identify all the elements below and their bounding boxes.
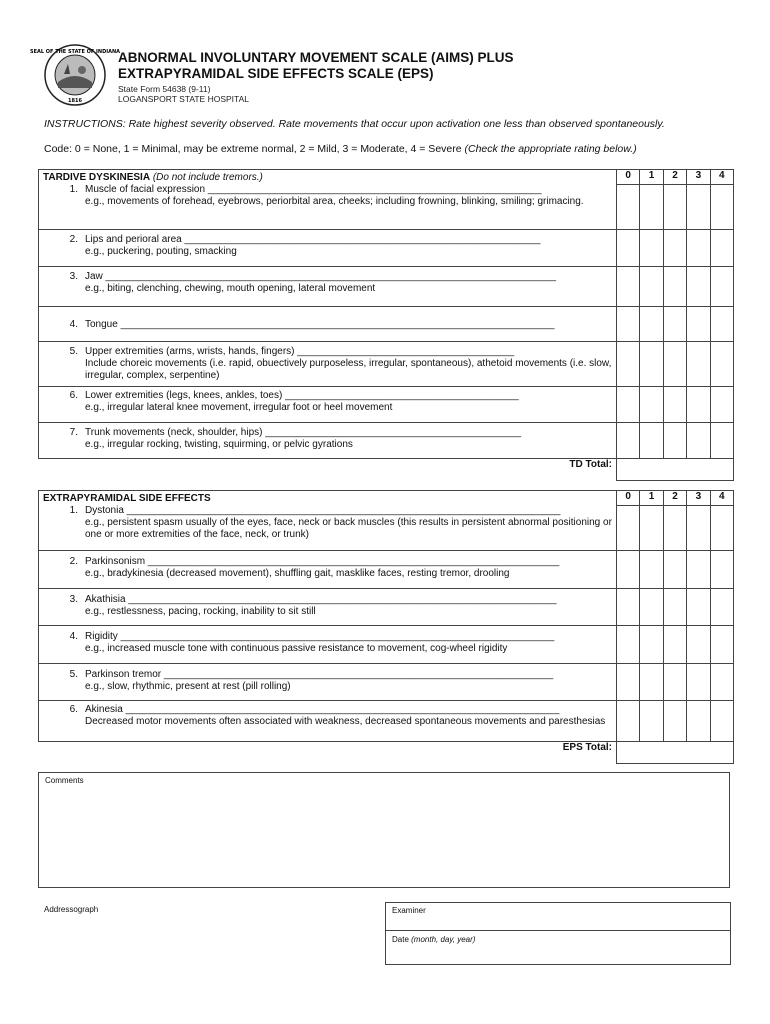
item-label: Parkinsonism __________________________________________________________________________ xyxy=(85,556,560,567)
item-label: Lips and perioral area ________________________________________________________________ xyxy=(85,234,541,245)
item-number: 1. xyxy=(69,184,78,195)
eps-4-rating-3[interactable] xyxy=(687,626,710,664)
eps-6-rating-0[interactable] xyxy=(617,701,640,742)
eps-1-rating-0[interactable] xyxy=(617,506,640,551)
item-detail: e.g., persistent spasm usually of the eyes, face, neck or back muscles (this results in persistent abnormal positioning or one or more extremities of the face, neck, or trunk) xyxy=(85,517,612,540)
eps-rating-header-3: 3 xyxy=(687,491,710,506)
eps-3-rating-3[interactable] xyxy=(687,589,710,626)
td-item-7 xyxy=(39,423,617,459)
eps-6-rating-1[interactable] xyxy=(640,701,663,742)
td-4-rating-3[interactable] xyxy=(687,307,710,342)
eps-2-rating-2[interactable] xyxy=(663,551,686,589)
item-detail: e.g., irregular lateral knee movement, irregular foot or heel movement xyxy=(85,402,393,413)
item-number: 4. xyxy=(69,319,78,330)
td-1-rating-4[interactable] xyxy=(710,185,733,230)
seal-year: 1816 xyxy=(68,98,82,104)
item-number: 6. xyxy=(69,390,78,401)
eps-6-rating-3[interactable] xyxy=(687,701,710,742)
form-title xyxy=(118,50,718,82)
eps-2-rating-0[interactable] xyxy=(617,551,640,589)
td-3-rating-3[interactable] xyxy=(687,267,710,307)
td-5-rating-2[interactable] xyxy=(663,342,686,387)
eps-5-rating-1[interactable] xyxy=(640,664,663,701)
td-2-rating-1[interactable] xyxy=(640,230,663,267)
rating-header-3: 3 xyxy=(687,170,710,185)
td-item-2 xyxy=(39,230,617,267)
item-number: 2. xyxy=(69,556,78,567)
eps-5-rating-4[interactable] xyxy=(710,664,733,701)
item-number: 2. xyxy=(69,234,78,245)
eps-item-1 xyxy=(39,491,617,551)
item-label: Trunk movements (neck, shoulder, hips) ______________________________________________ xyxy=(85,427,522,438)
td-total-label: TD Total: xyxy=(569,459,612,470)
item-number: 4. xyxy=(69,631,78,642)
examiner-field[interactable] xyxy=(386,903,730,931)
td-item-4 xyxy=(39,307,617,342)
tardive-dyskinesia-table xyxy=(38,169,734,481)
td-7-rating-3[interactable] xyxy=(687,423,710,459)
eps-total-field[interactable] xyxy=(617,742,734,764)
td-total-field[interactable] xyxy=(617,459,734,481)
td-2-rating-0[interactable] xyxy=(617,230,640,267)
td-1-rating-1[interactable] xyxy=(640,185,663,230)
td-7-rating-2[interactable] xyxy=(663,423,686,459)
rating-header-1: 1 xyxy=(640,170,663,185)
form-number: State Form 54638 (9-11) xyxy=(118,84,211,94)
item-detail: e.g., slow, rhythmic, present at rest (pill rolling) xyxy=(85,681,291,692)
eps-2-rating-4[interactable] xyxy=(710,551,733,589)
td-4-rating-4[interactable] xyxy=(710,307,733,342)
item-number: 7. xyxy=(69,427,78,438)
td-3-rating-0[interactable] xyxy=(617,267,640,307)
eps-6-rating-2[interactable] xyxy=(663,701,686,742)
examiner-label: Examiner xyxy=(392,906,426,915)
item-number: 3. xyxy=(69,594,78,605)
td-item-1 xyxy=(39,170,617,230)
td-7-rating-4[interactable] xyxy=(710,423,733,459)
eps-6-rating-4[interactable] xyxy=(710,701,733,742)
eps-rating-header-4: 4 xyxy=(710,491,733,506)
td-section-note: (Do not include tremors.) xyxy=(152,172,263,183)
eps-4-rating-1[interactable] xyxy=(640,626,663,664)
item-detail: e.g., movements of forehead, eyebrows, periorbital area, cheeks; including frowning, blinking, smiling; grimacing. xyxy=(85,196,584,207)
td-item-5 xyxy=(39,342,617,387)
rating-code-note: (Check the appropriate rating below.) xyxy=(464,143,637,155)
seal-text: SEAL OF THE STATE OF INDIANA xyxy=(29,49,121,55)
eps-item-4 xyxy=(39,626,617,664)
item-detail: e.g., restlessness, pacing, rocking, inability to sit still xyxy=(85,606,316,617)
td-6-rating-0[interactable] xyxy=(617,387,640,423)
td-6-rating-4[interactable] xyxy=(710,387,733,423)
item-number: 5. xyxy=(69,346,78,357)
eps-3-rating-4[interactable] xyxy=(710,589,733,626)
item-label: Upper extremities (arms, wrists, hands, fingers) _______________________________________ xyxy=(85,346,515,357)
td-section-heading xyxy=(43,172,612,184)
eps-section-title: EXTRAPYRAMIDAL SIDE EFFECTS xyxy=(43,493,211,504)
eps-3-rating-2[interactable] xyxy=(663,589,686,626)
eps-1-rating-4[interactable] xyxy=(710,506,733,551)
comments-label: Comments xyxy=(45,776,84,785)
eps-3-rating-1[interactable] xyxy=(640,589,663,626)
item-detail: Include choreic movements (i.e. rapid, obuectively purposeless, irregular, spontaneous), athetoid movements (i.e. slow, irregular, complex, serpentine) xyxy=(85,358,612,381)
td-5-rating-1[interactable] xyxy=(640,342,663,387)
date-label: Date xyxy=(392,935,409,944)
td-7-rating-1[interactable] xyxy=(640,423,663,459)
td-6-rating-2[interactable] xyxy=(663,387,686,423)
td-section-title: TARDIVE DYSKINESIA xyxy=(43,172,151,183)
item-number: 5. xyxy=(69,669,78,680)
td-1-rating-0[interactable] xyxy=(617,185,640,230)
examiner-date-box xyxy=(385,902,731,965)
eps-4-rating-2[interactable] xyxy=(663,626,686,664)
eps-table xyxy=(38,490,734,764)
instructions: INSTRUCTIONS: Rate highest severity observed. Rate movements that occur upon activation one less than observed spontaneously. xyxy=(44,118,665,130)
td-4-rating-1[interactable] xyxy=(640,307,663,342)
td-5-rating-3[interactable] xyxy=(687,342,710,387)
title-line-2: EXTRAPYRAMIDAL SIDE EFFECTS SCALE (EPS) xyxy=(118,66,434,81)
eps-rating-header-2: 2 xyxy=(663,491,686,506)
td-5-rating-0[interactable] xyxy=(617,342,640,387)
item-label: Muscle of facial expression ____________________________________________________________ xyxy=(85,184,542,195)
rating-code xyxy=(44,143,637,155)
title-line-1: ABNORMAL INVOLUNTARY MOVEMENT SCALE (AIMS) PLUS xyxy=(118,50,514,65)
eps-item-2 xyxy=(39,551,617,589)
eps-total-label: EPS Total: xyxy=(562,742,612,753)
item-number: 6. xyxy=(69,704,78,715)
td-6-rating-1[interactable] xyxy=(640,387,663,423)
state-seal-icon xyxy=(29,44,121,106)
td-3-rating-4[interactable] xyxy=(710,267,733,307)
rating-header-2: 2 xyxy=(663,170,686,185)
eps-1-rating-2[interactable] xyxy=(663,506,686,551)
eps-1-rating-1[interactable] xyxy=(640,506,663,551)
td-2-rating-3[interactable] xyxy=(687,230,710,267)
comments-box[interactable] xyxy=(38,772,730,888)
item-label: Tongue ______________________________________________________________________________ xyxy=(85,319,555,330)
item-label: Lower extremities (legs, knees, ankles, toes) __________________________________________ xyxy=(85,390,519,401)
td-3-rating-1[interactable] xyxy=(640,267,663,307)
item-number: 1. xyxy=(69,505,78,516)
td-2-rating-4[interactable] xyxy=(710,230,733,267)
item-label: Akinesia ______________________________________________________________________________ xyxy=(85,704,560,715)
eps-rating-header-0: 0 xyxy=(617,491,640,506)
td-4-rating-0[interactable] xyxy=(617,307,640,342)
item-detail: e.g., irregular rocking, twisting, squirming, or pelvic gyrations xyxy=(85,439,353,450)
td-1-rating-2[interactable] xyxy=(663,185,686,230)
eps-4-rating-0[interactable] xyxy=(617,626,640,664)
rating-header-0: 0 xyxy=(617,170,640,185)
eps-item-5 xyxy=(39,664,617,701)
item-detail: e.g., bradykinesia (decreased movement), shuffling gait, masklike faces, resting tremor, drooling xyxy=(85,568,510,579)
td-4-rating-2[interactable] xyxy=(663,307,686,342)
td-5-rating-4[interactable] xyxy=(710,342,733,387)
eps-4-rating-4[interactable] xyxy=(710,626,733,664)
item-label: Dystonia ______________________________________________________________________________ xyxy=(85,505,561,516)
item-detail: Decreased motor movements often associated with weakness, decreased spontaneous movements and paresthesias xyxy=(85,716,606,727)
item-label: Rigidity ______________________________________________________________________________ xyxy=(85,631,555,642)
date-label-group xyxy=(392,935,475,944)
item-number: 3. xyxy=(69,271,78,282)
item-detail: e.g., puckering, pouting, smacking xyxy=(85,246,237,257)
addressograph-label: Addressograph xyxy=(44,905,99,914)
date-note: (month, day, year) xyxy=(411,935,476,944)
td-item-3 xyxy=(39,267,617,307)
eps-5-rating-0[interactable] xyxy=(617,664,640,701)
td-1-rating-3[interactable] xyxy=(687,185,710,230)
item-label: Jaw _________________________________________________________________________________ xyxy=(85,271,557,282)
eps-rating-header-1: 1 xyxy=(640,491,663,506)
eps-2-rating-1[interactable] xyxy=(640,551,663,589)
item-detail: e.g., biting, clenching, chewing, mouth opening, lateral movement xyxy=(85,283,376,294)
td-7-rating-0[interactable] xyxy=(617,423,640,459)
rating-code-text: Code: 0 = None, 1 = Minimal, may be extreme normal, 2 = Mild, 3 = Moderate, 4 = Severe xyxy=(44,143,462,155)
eps-item-3 xyxy=(39,589,617,626)
eps-item-6 xyxy=(39,701,617,742)
td-3-rating-2[interactable] xyxy=(663,267,686,307)
eps-5-rating-3[interactable] xyxy=(687,664,710,701)
eps-5-rating-2[interactable] xyxy=(663,664,686,701)
td-6-rating-3[interactable] xyxy=(687,387,710,423)
hospital-name: LOGANSPORT STATE HOSPITAL xyxy=(118,94,249,104)
eps-3-rating-0[interactable] xyxy=(617,589,640,626)
item-label: Akathisia _____________________________________________________________________________ xyxy=(85,594,557,605)
rating-header-4: 4 xyxy=(710,170,733,185)
eps-1-rating-3[interactable] xyxy=(687,506,710,551)
item-detail: e.g., increased muscle tone with continuous passive resistance to movement, cog-wheel rigidity xyxy=(85,643,508,654)
date-field[interactable] xyxy=(386,931,730,965)
td-item-6 xyxy=(39,387,617,423)
eps-2-rating-3[interactable] xyxy=(687,551,710,589)
td-2-rating-2[interactable] xyxy=(663,230,686,267)
item-label: Parkinson tremor ______________________________________________________________________ xyxy=(85,669,554,680)
